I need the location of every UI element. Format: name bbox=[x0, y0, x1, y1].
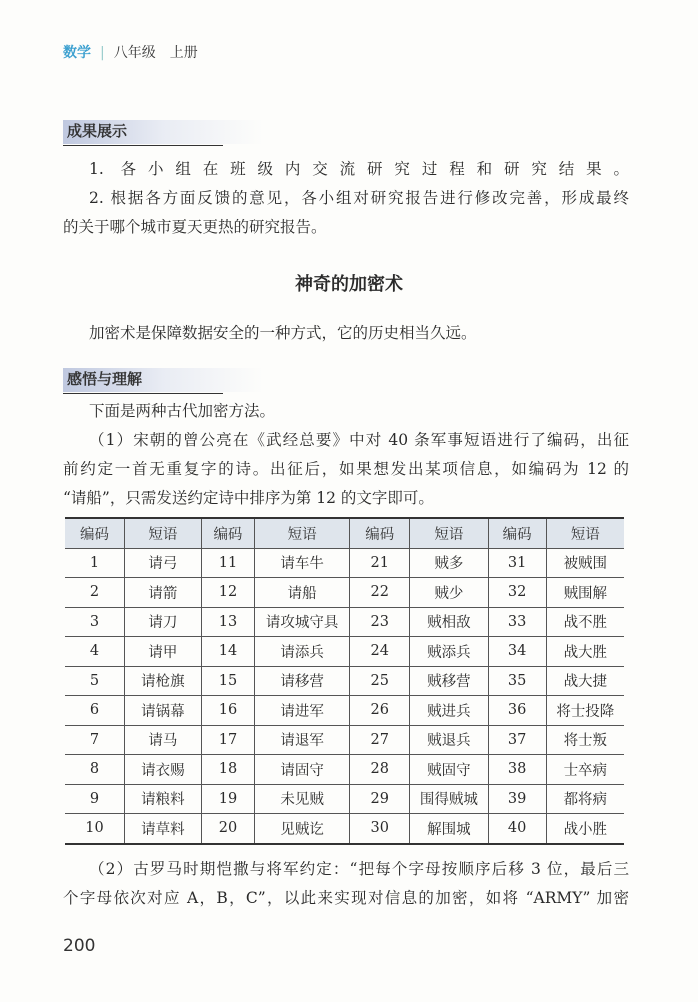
phrase-cell: 请弓 bbox=[124, 548, 201, 578]
code-cell: 25 bbox=[350, 666, 410, 696]
code-cell: 37 bbox=[488, 725, 546, 755]
code-cell: 4 bbox=[65, 637, 124, 667]
page-title: 神奇的加密术 bbox=[295, 274, 403, 295]
running-header bbox=[63, 42, 198, 62]
code-column-header: 编码 bbox=[350, 518, 410, 548]
section-heading-results: 成果展示 bbox=[63, 120, 263, 144]
table-header-row bbox=[65, 518, 624, 548]
code-cell: 14 bbox=[201, 637, 254, 667]
result-item-1: 1. 各小组在班级内交流研究过程和研究结果。 bbox=[89, 160, 629, 178]
phrase-cell: 请添兵 bbox=[255, 637, 350, 667]
code-cell: 24 bbox=[350, 637, 410, 667]
code-cell: 30 bbox=[350, 814, 410, 844]
phrase-cell: 请枪旗 bbox=[124, 666, 201, 696]
table-row bbox=[65, 725, 624, 755]
paragraph-line: 前约定一首无重复字的诗。出征后，如果想发出某项信息，如编码为 12 的 bbox=[63, 460, 629, 478]
phrase-cell: 贼退兵 bbox=[410, 725, 488, 755]
phrase-cell: 请进军 bbox=[255, 696, 350, 726]
phrase-cell: 解围城 bbox=[410, 814, 488, 844]
code-cell: 16 bbox=[201, 696, 254, 726]
code-column-header: 编码 bbox=[201, 518, 254, 548]
code-cell: 27 bbox=[350, 725, 410, 755]
header-separator: | bbox=[100, 45, 105, 61]
table-row bbox=[65, 755, 624, 785]
table-row bbox=[65, 784, 624, 814]
code-cell: 13 bbox=[201, 607, 254, 637]
phrase-cell: 将士叛 bbox=[546, 725, 624, 755]
phrase-cell: 贼固守 bbox=[410, 755, 488, 785]
code-column-header: 编码 bbox=[488, 518, 546, 548]
phrase-cell: 贼围解 bbox=[546, 578, 624, 608]
code-cell: 29 bbox=[350, 784, 410, 814]
phrase-cell: 贼相敌 bbox=[410, 607, 488, 637]
phrase-cell: 请攻城守具 bbox=[255, 607, 350, 637]
code-cell: 33 bbox=[488, 607, 546, 637]
phrase-cell: 请移营 bbox=[255, 666, 350, 696]
phrase-column-header: 短语 bbox=[546, 518, 624, 548]
paragraph-line: （1）宋朝的曾公亮在《武经总要》中对 40 条军事短语进行了编码，出征 bbox=[89, 431, 629, 449]
code-cell: 40 bbox=[488, 814, 546, 844]
phrase-cell: 都将病 bbox=[546, 784, 624, 814]
phrase-column-header: 短语 bbox=[255, 518, 350, 548]
code-cell: 7 bbox=[65, 725, 124, 755]
code-table bbox=[65, 517, 624, 845]
phrase-cell: 请草料 bbox=[124, 814, 201, 844]
code-cell: 38 bbox=[488, 755, 546, 785]
code-cell: 10 bbox=[65, 814, 124, 844]
phrase-cell: 贼移营 bbox=[410, 666, 488, 696]
subject-label: 数学 bbox=[63, 45, 91, 61]
code-cell: 8 bbox=[65, 755, 124, 785]
phrase-column-header: 短语 bbox=[124, 518, 201, 548]
phrase-cell: 请船 bbox=[255, 578, 350, 608]
phrase-cell: 贼少 bbox=[410, 578, 488, 608]
grade-label: 八年级 上册 bbox=[113, 45, 198, 61]
section-heading-understanding: 感悟与理解 bbox=[63, 368, 263, 392]
code-cell: 5 bbox=[65, 666, 124, 696]
code-cell: 34 bbox=[488, 637, 546, 667]
code-cell: 9 bbox=[65, 784, 124, 814]
code-cell: 39 bbox=[488, 784, 546, 814]
code-cell: 26 bbox=[350, 696, 410, 726]
phrase-cell: 贼添兵 bbox=[410, 637, 488, 667]
code-cell: 12 bbox=[201, 578, 254, 608]
phrase-cell: 请箭 bbox=[124, 578, 201, 608]
code-cell: 28 bbox=[350, 755, 410, 785]
phrase-cell: 战不胜 bbox=[546, 607, 624, 637]
phrase-cell: 战小胜 bbox=[546, 814, 624, 844]
phrase-cell: 贼进兵 bbox=[410, 696, 488, 726]
phrase-cell: 请车牛 bbox=[255, 548, 350, 578]
code-cell: 21 bbox=[350, 548, 410, 578]
phrase-cell: 士卒病 bbox=[546, 755, 624, 785]
intro-paragraph: 加密术是保障数据安全的一种方式，它的历史相当久远。 bbox=[89, 324, 477, 342]
code-column-header: 编码 bbox=[65, 518, 124, 548]
table-row bbox=[65, 696, 624, 726]
phrase-cell: 见贼讫 bbox=[255, 814, 350, 844]
code-cell: 23 bbox=[350, 607, 410, 637]
paragraph-line: 下面是两种古代加密方法。 bbox=[89, 402, 276, 420]
page-number: 200 bbox=[63, 936, 96, 956]
code-cell: 1 bbox=[65, 548, 124, 578]
code-cell: 31 bbox=[488, 548, 546, 578]
phrase-cell: 战大胜 bbox=[546, 637, 624, 667]
code-cell: 3 bbox=[65, 607, 124, 637]
table-row bbox=[65, 607, 624, 637]
table-row bbox=[65, 814, 624, 844]
table-row bbox=[65, 666, 624, 696]
paragraph-line: 个字母依次对应 A，B，C”，以此来实现对信息的加密，如将 “ARMY” 加密 bbox=[63, 889, 629, 907]
phrase-cell: 请退军 bbox=[255, 725, 350, 755]
code-cell: 15 bbox=[201, 666, 254, 696]
code-cell: 6 bbox=[65, 696, 124, 726]
phrase-cell: 请粮料 bbox=[124, 784, 201, 814]
phrase-cell: 围得贼城 bbox=[410, 784, 488, 814]
code-cell: 19 bbox=[201, 784, 254, 814]
phrase-cell: 战大捷 bbox=[546, 666, 624, 696]
result-item-2: 2. 根据各方面反馈的意见，各小组对研究报告进行修改完善，形成最终 bbox=[89, 189, 629, 207]
phrase-cell: 请马 bbox=[124, 725, 201, 755]
phrase-cell: 请衣赐 bbox=[124, 755, 201, 785]
result-item-2-cont: 的关于哪个城市夏天更热的研究报告。 bbox=[63, 218, 327, 236]
table-row bbox=[65, 578, 624, 608]
code-cell: 35 bbox=[488, 666, 546, 696]
paragraph-line: （2）古罗马时期恺撒与将军约定：“把每个字母按顺序后移 3 位，最后三 bbox=[89, 860, 629, 878]
code-cell: 32 bbox=[488, 578, 546, 608]
phrase-column-header: 短语 bbox=[410, 518, 488, 548]
phrase-cell: 贼多 bbox=[410, 548, 488, 578]
code-cell: 20 bbox=[201, 814, 254, 844]
phrase-cell: 请刀 bbox=[124, 607, 201, 637]
table-row bbox=[65, 637, 624, 667]
table-row bbox=[65, 548, 624, 578]
code-cell: 11 bbox=[201, 548, 254, 578]
code-cell: 22 bbox=[350, 578, 410, 608]
phrase-cell: 未见贼 bbox=[255, 784, 350, 814]
phrase-cell: 请甲 bbox=[124, 637, 201, 667]
code-cell: 36 bbox=[488, 696, 546, 726]
phrase-cell: 请锅幕 bbox=[124, 696, 201, 726]
paragraph-line: “请船”，只需发送约定诗中排序为第 12 的文字即可。 bbox=[63, 489, 434, 507]
code-cell: 2 bbox=[65, 578, 124, 608]
phrase-cell: 被贼围 bbox=[546, 548, 624, 578]
phrase-cell: 请固守 bbox=[255, 755, 350, 785]
phrase-cell: 将士投降 bbox=[546, 696, 624, 726]
code-cell: 18 bbox=[201, 755, 254, 785]
code-cell: 17 bbox=[201, 725, 254, 755]
